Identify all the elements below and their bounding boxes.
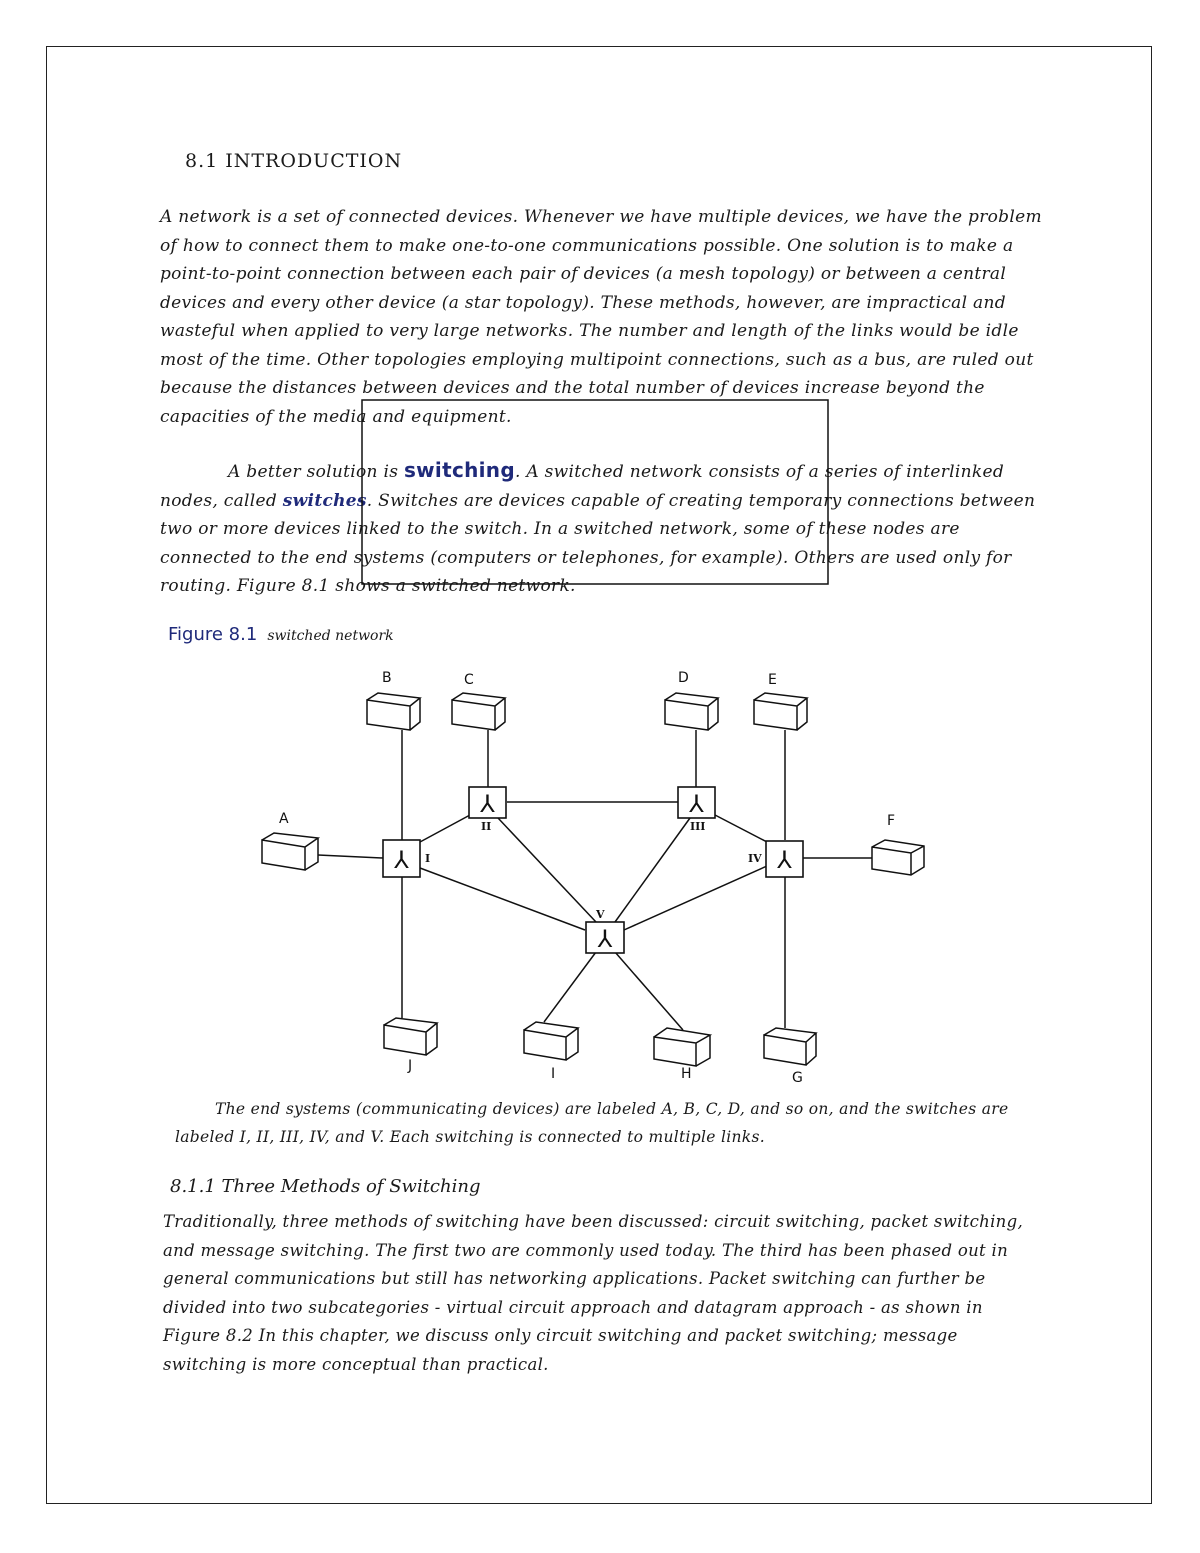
subsection-title: 8.1.1 Three Methods of Switching: [170, 1176, 481, 1197]
end-system-label-E: E: [768, 672, 777, 688]
figure-description: The end systems (communicating devices) are labeled A, B, C, D, and so on, and the switches are labeled I, II, III, IV, and V. Each switching is connected to multiple links.: [175, 1100, 1009, 1146]
end-system-box-H: [654, 1028, 710, 1066]
link-I-II: [420, 815, 470, 842]
end-system-label-J: J: [408, 1058, 413, 1074]
switch-symbol-icon: ⅄: [689, 790, 704, 818]
switch-label-IV: IV: [748, 852, 762, 865]
switch-symbol-icon: ⅄: [480, 790, 495, 818]
link-A-I: [318, 855, 383, 858]
switch-symbol-icon: ⅄: [777, 846, 792, 874]
switch-label-III: III: [690, 820, 706, 833]
switch-symbol-icon: ⅄: [597, 925, 613, 953]
paragraph-text: A better solution is: [228, 462, 404, 482]
end-system-box-A: [262, 833, 318, 870]
end-system-label-B: B: [382, 670, 392, 686]
end-system-label-H: H: [681, 1066, 692, 1082]
link-III-V: [615, 818, 690, 922]
end-system-box-D: [665, 693, 718, 730]
end-system-label-D: D: [678, 670, 689, 686]
methods-paragraph: Traditionally, three methods of switching have been discussed: circuit switching, packet switching, and message switching. The first two are commonly used today. The third has been phased out in general communications but still has networking applications. Packet switching can further be divided into two subcategories - virtual circuit approach and datagram approach - as shown in Figure 8.2 In this chapter, we discuss only circuit switching and packet switching; message switching is more conceptual than practical.: [163, 1212, 1024, 1374]
switch-label-II: II: [481, 820, 492, 833]
end-system-box-G: [764, 1028, 816, 1065]
end-system-box-C: [452, 693, 505, 730]
paragraph-text: . Switches are devices capable of creating temporary connections between two or more devices linked to the switch. In a switched network, some of these nodes are connected to the end systems (computers or telephones, for example). Others are used only for routing. Figure 8.1 shows a switched network.: [160, 490, 1036, 596]
end-system-box-F: [872, 840, 924, 875]
switch-symbol-icon: ⅄: [394, 846, 409, 874]
section-title: 8.1 INTRODUCTION: [185, 150, 403, 172]
end-system-box-E: [754, 693, 807, 730]
link-V-I-es: [544, 952, 596, 1022]
keyword-switches: switches: [282, 490, 367, 511]
end-system-box-J: [384, 1018, 437, 1055]
keyword-switching: switching: [403, 458, 515, 482]
end-system-label-A: A: [279, 811, 289, 827]
end-system-label-G: G: [792, 1070, 803, 1086]
end-system-label-F: F: [887, 813, 896, 829]
link-III-IV: [715, 815, 767, 842]
end-system-label-C: C: [464, 672, 474, 688]
end-system-label-I: I: [551, 1066, 556, 1082]
figure-title: switched network: [267, 628, 394, 644]
switch-label-V: V: [596, 908, 605, 921]
link-I-V: [420, 868, 585, 930]
network-boundary: [362, 400, 828, 584]
intro-paragraph: A network is a set of connected devices. Whenever we have multiple devices, we have the problem of how to connect them to make one-to-one communications possible. One solution is to make a point-to-point connection between each pair of devices (a mesh topology) or between a central devices and every other device (a star topology). These methods, however, are impractical and wasteful when applied to very large networks. The number and length of the links would be idle most of the time. Other topologies employing multipoint connections, such as a bus, are ruled out because the distances between devices and the total number of devices increase beyond the capacities of the media and equipment.: [160, 207, 1042, 427]
end-system-box-I: [524, 1022, 578, 1060]
switch-label-I: I: [425, 852, 431, 865]
paragraph-text: . A switched network consists of a series of interlinked nodes, called: [160, 462, 1005, 511]
link-V-H: [615, 952, 683, 1030]
figure-number: Figure 8.1: [168, 624, 258, 645]
link-IV-V: [624, 866, 767, 930]
link-II-V: [498, 818, 596, 922]
end-system-box-B: [367, 693, 420, 730]
